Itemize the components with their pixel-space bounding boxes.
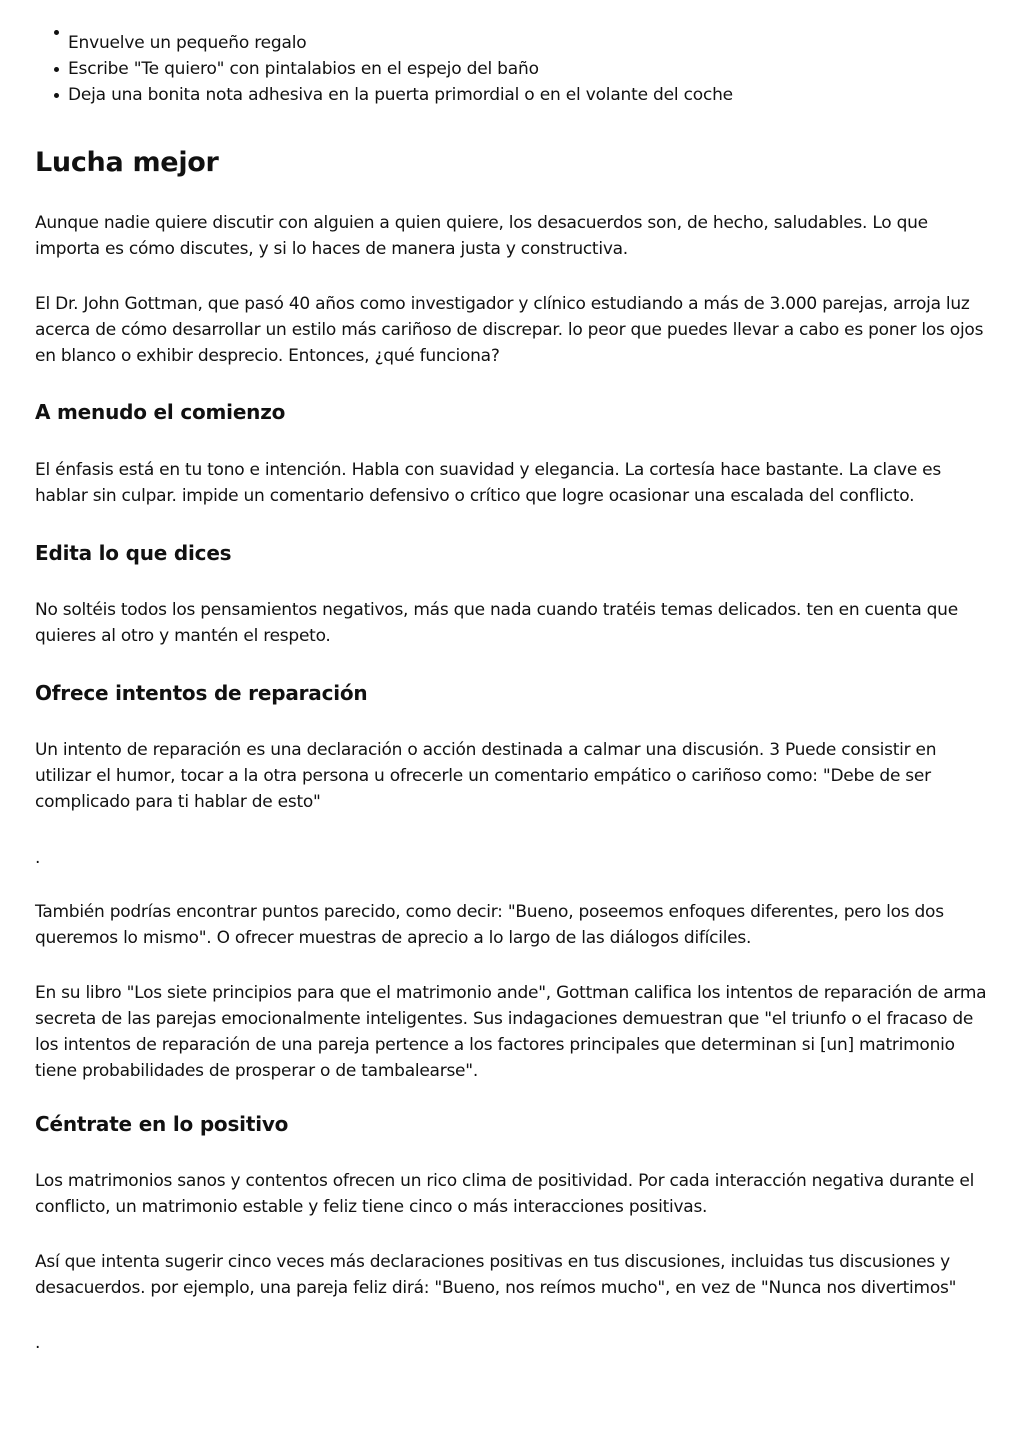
list-item: Envuelve un pequeño regalo (52, 30, 952, 56)
list-item: Escribe "Te quiero" con pintalabios en el espejo del baño (52, 56, 952, 82)
paragraph: . (35, 848, 41, 868)
paragraph: Aunque nadie quiere discutir con alguien a quien quiere, los desacuerdos son, de hecho, saludables. Lo que importa es cómo discutes, y si lo haces de manera justa y constructiva. (35, 213, 928, 259)
section-heading: Edita lo que dices (35, 541, 232, 565)
paragraph: Así que intenta sugerir cinco veces más declaraciones positivas en tus discusiones, incluidas tus discusiones y desacuerdos. por ejemplo, una pareja feliz dirá: "Bueno, nos reímos mucho", en vez de "Nunca nos divertimos" (35, 1252, 957, 1298)
paragraph: El Dr. John Gottman, que pasó 40 años como investigador y clínico estudiando a más de 3.000 parejas, arroja luz acerca de cómo desarrollar un estilo más cariñoso de discrepar. lo peor que puedes llevar a cabo es poner los ojos en blanco o exhibir desprecio. Entonces, ¿qué funciona? (35, 294, 984, 366)
paragraph: Un intento de reparación es una declaración o acción destinada a calmar una discusión. 3 Puede consistir en utilizar el humor, tocar a la otra persona u ofrecerle un comentario empático o cariñoso como: "Debe de ser complicado para ti hablar de esto" (35, 740, 937, 812)
section-heading: Céntrate en lo positivo (35, 1112, 289, 1136)
list-item: Deja una bonita nota adhesiva en la puerta primordial o en el volante del coche (52, 82, 952, 108)
paragraph: En su libro "Los siete principios para que el matrimonio ande", Gottman califica los intentos de reparación de arma secreta de las parejas emocionalmente inteligentes. Sus indagaciones demuestran que "el triunfo o el fracaso de los intentos de reparación de una pareja pertence a los factores principales que determinan si [un] matrimonio tiene probabilidades de prosperar o de tambalearse". (35, 983, 987, 1081)
paragraph: No soltéis todos los pensamientos negativos, más que nada cuando tratéis temas delicados. ten en cuenta que quieres al otro y mantén el respeto. (35, 600, 958, 646)
bullet-list (52, 30, 952, 108)
section-heading: Ofrece intentos de reparación (35, 681, 368, 705)
paragraph: También podrías encontrar puntos parecido, como decir: "Bueno, poseemos enfoques diferentes, pero los dos queremos lo mismo". O ofrecer muestras de aprecio a lo largo de las diálogos difíciles. (35, 902, 944, 948)
section-heading: A menudo el comienzo (35, 400, 286, 424)
paragraph: Los matrimonios sanos y contentos ofrecen un rico clima de positividad. Por cada interacción negativa durante el conflicto, un matrimonio estable y feliz tiene cinco o más interacciones positivas. (35, 1171, 975, 1217)
paragraph: El énfasis está en tu tono e intención. Habla con suavidad y elegancia. La cortesía hace bastante. La clave es hablar sin culpar. impide un comentario defensivo o crítico que logre ocasionar una escalada del conflicto. (35, 460, 941, 506)
paragraph: . (35, 1333, 41, 1353)
page-title: Lucha mejor (35, 147, 219, 178)
